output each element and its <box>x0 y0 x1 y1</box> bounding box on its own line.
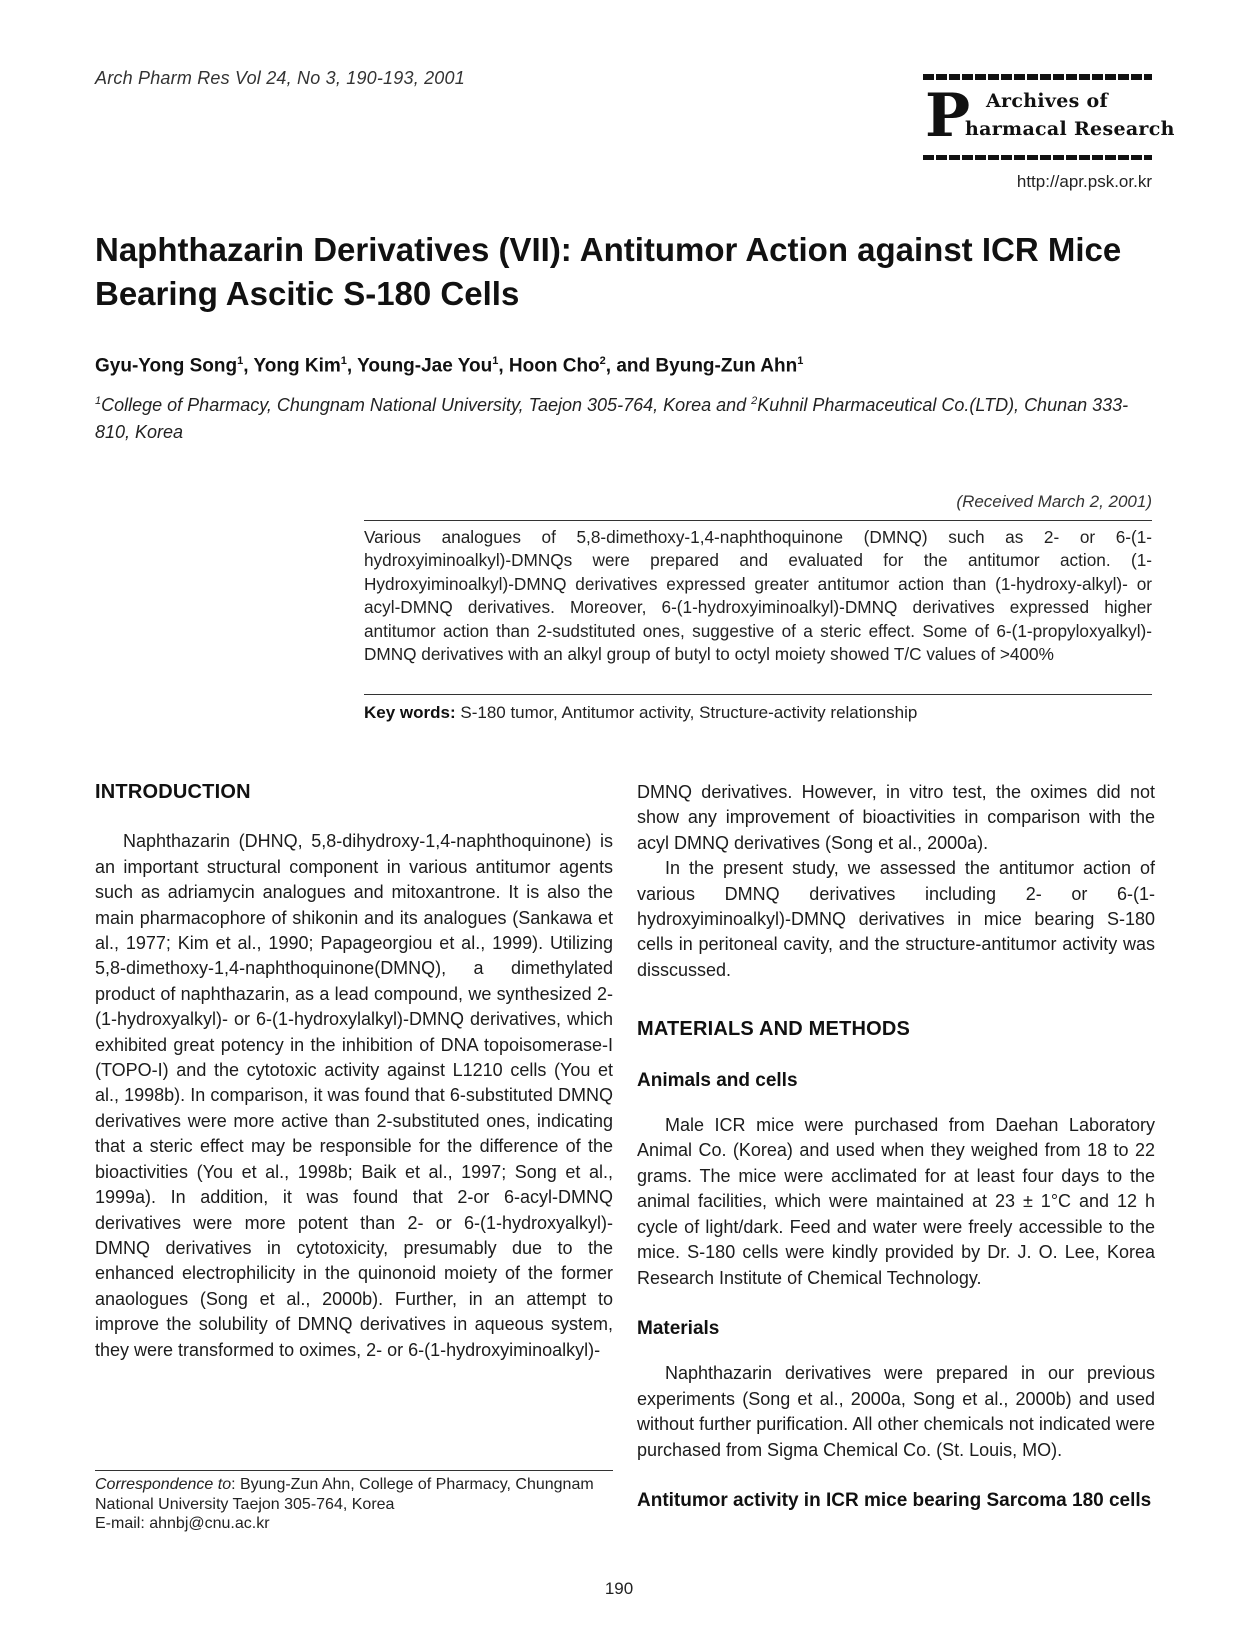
abstract-text: Various analogues of 5,8-dimethoxy-1,4-naphthoquinone (DMNQ) such as 2- or 6-(1-hydroxyiminoalkyl)-DMNQs were prepared and evaluated for the antitumor action. (1-Hydroxyiminoalkyl)-DMNQ derivatives expressed greater antitumor action than (1-hydroxy-alkyl)- or acyl-DMNQ derivatives. Moreover, 6-(1-hydroxyiminoalkyl)-DMNQ derivatives expressed higher antitumor action than 2-sudstituted ones, suggestive of a steric effect. Some of 6-(1-propyloxyalkyl)-DMNQ derivatives with an alkyl group of butyl to octyl moiety showed T/C values of >400% <box>364 527 1152 665</box>
author-list <box>95 355 803 377</box>
antitumor-heading: Antitumor activity in ICR mice bearing Sarcoma 180 cells <box>637 1489 1152 1511</box>
keywords-label: Key words: <box>364 703 456 722</box>
affiliation-mark: 1 <box>95 395 102 407</box>
affiliation-mark: 2 <box>751 395 758 407</box>
materials-paragraph: Naphthazarin derivatives were prepared in our previous experiments (Song et al., 2000a, Song et al., 2000b) and used without further purification. All other chemicals not indicated were purchased from Sigma Chemical Co. (St. Louis, MO). <box>637 1363 1155 1460</box>
author-separator: , <box>498 355 509 377</box>
correspondence-text: : Byung-Zun Ahn, College of Pharmacy, Chungnam National University Taejon 305-764, Korea <box>95 1476 594 1513</box>
correspondence-email[interactable]: E-mail: ahnbj@cnu.ac.kr <box>95 1515 270 1532</box>
materials-heading: Materials <box>637 1317 720 1339</box>
received-date: (Received March 2, 2001) <box>956 492 1152 511</box>
keywords <box>364 703 917 723</box>
right-column <box>637 780 1155 1513</box>
page-number: 190 <box>604 1579 634 1598</box>
animals-heading: Animals and cells <box>637 1069 798 1091</box>
abstract-top-rule <box>364 520 1152 521</box>
author-separator: , and <box>605 355 656 377</box>
author-affiliation-mark: 2 <box>599 355 606 367</box>
logo-initial: P <box>925 81 971 151</box>
author-separator: , <box>243 355 254 377</box>
author-name: Yong Kim <box>253 355 341 377</box>
author-name: Gyu-Yong Song <box>95 355 238 377</box>
footnote-rule <box>95 1470 613 1471</box>
affiliation-text: College of Pharmacy, Chungnam National University, Taejon 305-764, Korea and <box>101 395 752 415</box>
author-affiliation-mark: 1 <box>797 355 804 367</box>
abstract-bottom-rule <box>364 694 1152 695</box>
author-affiliation-mark: 1 <box>237 355 244 367</box>
correspondence-label: Correspondence to <box>95 1476 232 1493</box>
correspondence-footnote <box>95 1475 613 1534</box>
author-name: Hoon Cho <box>508 355 600 377</box>
introduction-heading: INTRODUCTION <box>95 781 251 803</box>
introduction-paragraph: Naphthazarin (DHNQ, 5,8-dihydroxy-1,4-naphthoquinone) is an important structural component in various antitumor agents such as adriamycin analogues and mitoxantrone. It is also the main pharmacophore of shikonin and its analogues (Sankawa et al., 1977; Kim et al., 1990; Papageorgiou et al., 1999). Utilizing 5,8-dimethoxy-1,4-naphthoquinone(DMNQ), a dimethylated product of naphthazarin, as a lead compound, we synthesized 2-(1-hydroxyalkyl)- or 6-(1-hydroxylalkyl)-DMNQ derivatives, which exhibited great potency in the inhibition of DNA topoisomerase-I (TOPO-I) and the cytotoxic activity against L1210 cells (You et al., 1998b). In comparison, it was found that 6-substituted DMNQ derivatives were more active than 2-substituted ones, indicating that a steric effect may be responsible for the difference of the bioactivities (You et al., 1998b; Baik et al., 1997; Song et al., 1999a). In addition, it was found that 2-or 6-acyl-DMNQ derivatives were more potent than 2- or 6-(1-hydroxyalkyl)-DMNQ derivatives in cytotoxicity, presumably due to the enhanced electrophilicity in the quinonoid moiety of the former anaologues (Song et al., 2000b). Further, in an attempt to improve the solubility of DMNQ derivatives in aqueous system, they were transformed to oximes, 2- or 6-(1-hydroxyiminoalkyl)- <box>95 831 613 1360</box>
methods-heading: MATERIALS AND METHODS <box>637 1018 911 1041</box>
logo-top-bar <box>923 74 1152 80</box>
introduction-continued: DMNQ derivatives. However, in vitro test, the oximes did not show any improvement of bioactivities in comparison with the acyl DMNQ derivatives (Song et al., 2000a). <box>637 782 1155 853</box>
left-column <box>95 780 613 1363</box>
journal-logo <box>923 74 1175 158</box>
introduction-paragraph-2: In the present study, we assessed the antitumor action of various DMNQ derivatives including 2- or 6-(1-hydroxyiminoalkyl)-DMNQ derivatives in mice bearing S-180 cells in peritoneal cavity, and the structure-antitumor activity was disscussed. <box>637 858 1155 980</box>
author-name: Byung-Zun Ahn <box>655 355 798 377</box>
journal-reference: Arch Pharm Res Vol 24, No 3, 190-193, 2001 <box>95 68 465 88</box>
logo-text-line1: Archives of <box>986 90 1108 112</box>
affiliation-text: Kuhnil Pharmaceutical Co.(LTD), Chunan 333-810, Korea <box>95 395 1129 442</box>
author-separator: , <box>346 355 358 377</box>
animals-paragraph: Male ICR mice were purchased from Daehan Laboratory Animal Co. (Korea) and used when they weighed from 18 to 22 grams. The mice were acclimated for at least four days to the animal facilities, which were maintained at 23 ± 1°C and 12 h cycle of light/dark. Feed and water were freely accessible to the mice. S-180 cells were kindly provided by Dr. J. O. Lee, Korea Research Institute of Chemical Technology. <box>637 1115 1155 1288</box>
author-affiliation-mark: 1 <box>340 355 347 367</box>
article-title: Naphthazarin Derivatives (VII): Antitumor Action against ICR Mice Bearing Ascitic S-180 Cells <box>95 231 1122 312</box>
logo-bottom-bar <box>923 155 1152 160</box>
affiliations <box>95 388 1155 446</box>
keywords-text: S-180 tumor, Antitumor activity, Structure-activity relationship <box>460 703 918 722</box>
logo-text-line2: harmacal Research <box>965 118 1175 140</box>
author-name: Young-Jae You <box>357 355 493 377</box>
author-affiliation-mark: 1 <box>492 355 499 367</box>
journal-url[interactable]: http://apr.psk.or.kr <box>1016 172 1152 191</box>
